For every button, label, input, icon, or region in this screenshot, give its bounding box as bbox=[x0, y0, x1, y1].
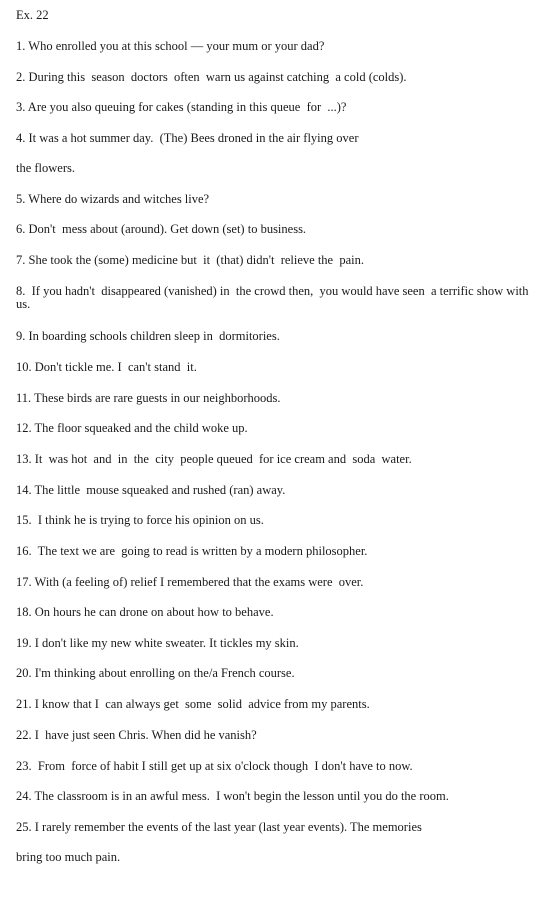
sentence-1: 1. Who enrolled you at this school — your mum or your dad? bbox=[16, 39, 325, 53]
exercise-title: Ex. 22 bbox=[16, 8, 49, 22]
sentence-23: 23. From force of habit I still get up at six o'clock though I don't have to now. bbox=[16, 759, 413, 773]
sentence-18: 18. On hours he can drone on about how to behave. bbox=[16, 605, 274, 619]
sentence-15: 15. I think he is trying to force his opinion on us. bbox=[16, 513, 264, 527]
sentence-13: 13. It was hot and in the city people queued for ice cream and soda water. bbox=[16, 452, 412, 466]
sentence-20: 20. I'm thinking about enrolling on the/a French course. bbox=[16, 666, 295, 680]
sentence-19: 19. I don't like my new white sweater. It tickles my skin. bbox=[16, 636, 299, 650]
sentence-8: 8. If you hadn't disappeared (vanished) in the crowd then, you would have seen a terrific show with us. bbox=[16, 284, 532, 311]
sentence-3: 3. Are you also queuing for cakes (standing in this queue for ...)? bbox=[16, 100, 347, 114]
sentence-12: 12. The floor squeaked and the child woke up. bbox=[16, 421, 248, 435]
sentence-7: 7. She took the (some) medicine but it (that) didn't relieve the pain. bbox=[16, 253, 364, 267]
sentence-4-continued: the flowers. bbox=[16, 161, 76, 175]
sentence-5: 5. Where do wizards and witches live? bbox=[16, 192, 210, 206]
sentence-11: 11. These birds are rare guests in our neighborhoods. bbox=[16, 391, 281, 405]
sentence-25-continued: bring too much pain. bbox=[16, 850, 121, 864]
sentence-14: 14. The little mouse squeaked and rushed (ran) away. bbox=[16, 483, 286, 497]
sentence-6: 6. Don't mess about (around). Get down (set) to business. bbox=[16, 222, 307, 236]
sentence-17: 17. With (a feeling of) relief I remembered that the exams were over. bbox=[16, 575, 364, 589]
sentence-22: 22. I have just seen Chris. When did he vanish? bbox=[16, 728, 257, 742]
sentence-24: 24. The classroom is in an awful mess. I won't begin the lesson until you do the room. bbox=[16, 789, 449, 803]
sentence-2: 2. During this season doctors often warn us against catching a cold (colds). bbox=[16, 70, 407, 84]
sentence-16: 16. The text we are going to read is written by a modern philosopher. bbox=[16, 544, 368, 558]
sentence-9: 9. In boarding schools children sleep in dormitories. bbox=[16, 329, 280, 343]
sentence-4: 4. It was a hot summer day. (The) Bees droned in the air flying over bbox=[16, 131, 359, 145]
sentence-25: 25. I rarely remember the events of the last year (last year events). The memories bbox=[16, 820, 422, 834]
sentence-10: 10. Don't tickle me. I can't stand it. bbox=[16, 360, 197, 374]
sentence-21: 21. I know that I can always get some solid advice from my parents. bbox=[16, 697, 370, 711]
